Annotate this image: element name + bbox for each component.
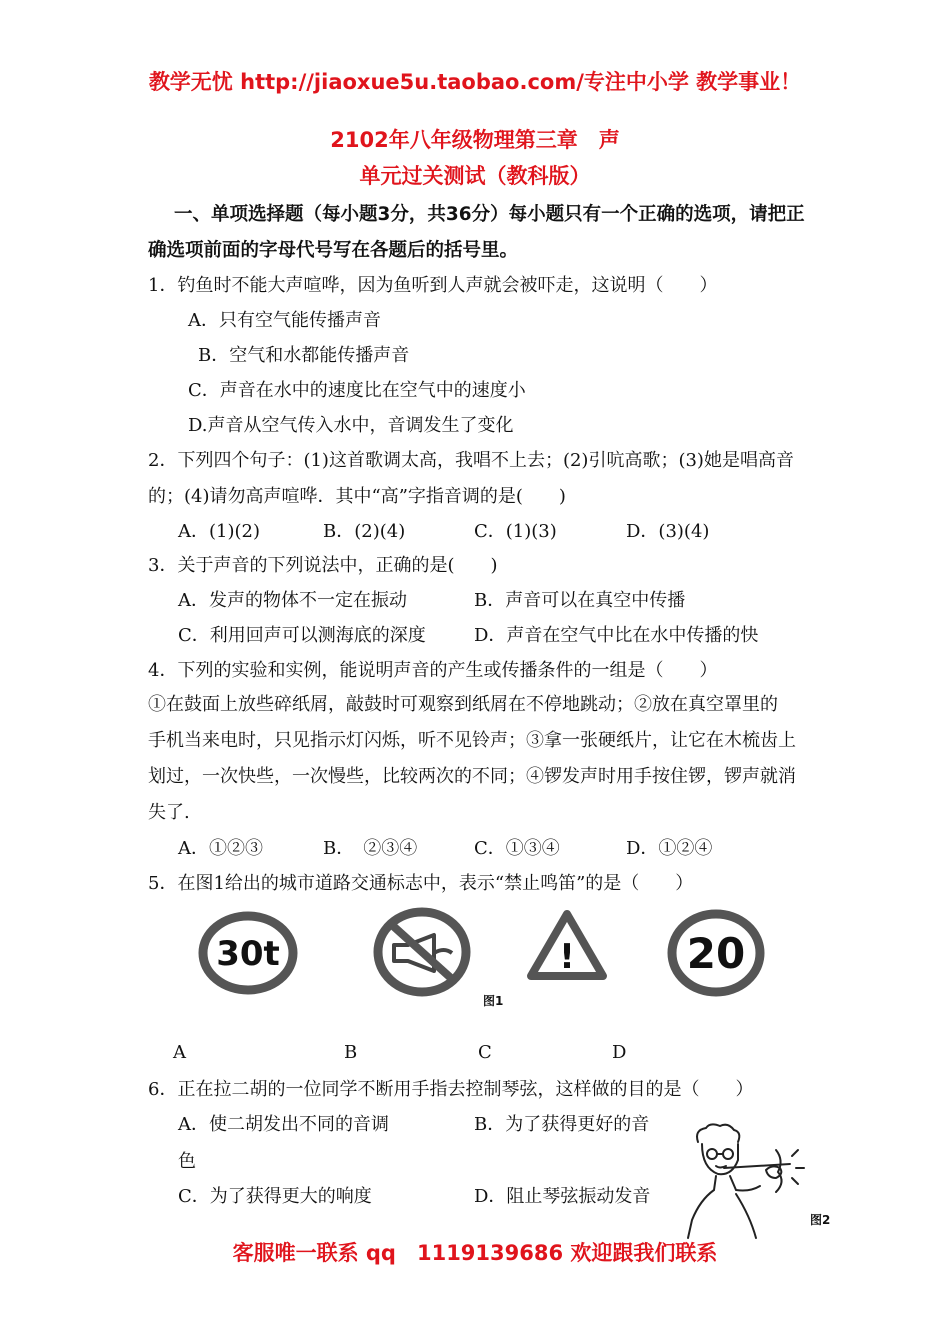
figure-2-student-illustration [680,1120,831,1240]
figure-2-label: 图2 [810,1213,831,1227]
q6-option-b: B．为了获得更好的音 [474,1114,650,1135]
q1-option-d: D.声音从空气传入水中，音调发生了变化 [188,415,514,436]
q2-option-c: C．(1)(3) [474,521,557,542]
sign-label-a: A [173,1042,186,1063]
page-title: 2102年八年级物理第三章 声 [330,128,620,152]
q4-stem: 4．下列的实验和实例，能说明声音的产生或传播条件的一组是（ ） [148,660,718,681]
q6-option-c: C．为了获得更大的响度 [178,1186,372,1207]
q4-body-line2: 手机当来电时，只见指示灯闪烁，听不见铃声；③拿一张硬纸片，让它在木梳齿上 [148,730,796,751]
q4-option-d: D．①②④ [626,838,713,859]
sign-b-no-horn [372,907,472,997]
sign-label-c: C [478,1042,492,1063]
figure-1-label: 图1 [483,994,504,1008]
q4-option-b: B． ②③④ [323,838,418,859]
sign-label-d: D [612,1042,627,1063]
sign-c-text: ! [559,937,575,977]
q1-option-c: C．声音在水中的速度比在空气中的速度小 [188,380,526,401]
q2-stem-line1: 2．下列四个句子：(1)这首歌调太高，我唱不上去；(2)引吭高歌；(3)她是唱高音 [148,450,794,471]
q4-body-line3: 划过，一次快些，一次慢些，比较两次的不同；④锣发声时用手按住锣，锣声就消 [148,766,796,787]
sign-d-speed-limit [666,910,766,996]
q2-option-a: A．(1)(2) [178,521,260,542]
footer-contact: 客服唯一联系 qq 1119139686 欢迎跟我们联系 [232,1241,718,1265]
q2-stem-line2: 的；(4)请勿高声喧哗．其中“高”字指音调的是( ) [148,486,566,507]
q5-stem: 5．在图1给出的城市道路交通标志中，表示“禁止鸣笛”的是（ ） [148,873,694,894]
q1-option-a: A．只有空气能传播声音 [188,310,381,331]
q6-option-b-continued: 色 [178,1151,196,1172]
header-banner: 教学无忧 http://jiaoxue5u.taobao.com/专注中小学 教学事业！ [148,70,802,94]
q4-option-a: A．①②③ [178,838,263,859]
q3-option-b: B．声音可以在真空中传播 [474,590,686,611]
q3-option-c: C．利用回声可以测海底的深度 [178,625,426,646]
page-subtitle: 单元过关测试（教科版） [359,164,591,188]
q1-option-b: B．空气和水都能传播声音 [198,345,410,366]
section-instruction-line2: 确选项前面的字母代号写在各题后的括号里。 [148,240,519,261]
sign-d-text: 20 [686,929,746,978]
q3-option-d: D．声音在空气中比在水中传播的快 [474,625,759,646]
q3-stem: 3．关于声音的下列说法中，正确的是( ) [148,555,498,576]
sign-a-weight-limit [198,912,298,994]
q4-body-line1: ①在鼓面上放些碎纸屑，敲鼓时可观察到纸屑在不停地跳动；②放在真空罩里的 [148,694,778,715]
q1-stem: 1．钓鱼时不能大声喧哗，因为鱼听到人声就会被吓走，这说明（ ） [148,275,718,296]
q4-option-c: C．①③④ [474,838,560,859]
q3-option-a: A．发声的物体不一定在振动 [178,590,407,611]
sign-label-b: B [344,1042,358,1063]
q6-stem: 6．正在拉二胡的一位同学不断用手指去控制琴弦，这样做的目的是（ ） [148,1079,754,1100]
q2-option-d: D．(3)(4) [626,521,710,542]
sign-a-text: 30t [216,934,280,974]
q2-option-b: B．(2)(4) [323,521,406,542]
sign-c-warning [526,909,608,981]
section-instruction-line1: 一、单项选择题（每小题3分，共36分）每小题只有一个正确的选项，请把正 [174,204,805,225]
q6-option-d: D．阻止琴弦振动发音 [474,1186,651,1207]
q4-body-line4: 失了. [148,802,190,823]
q6-option-a: A．使二胡发出不同的音调 [178,1114,389,1135]
